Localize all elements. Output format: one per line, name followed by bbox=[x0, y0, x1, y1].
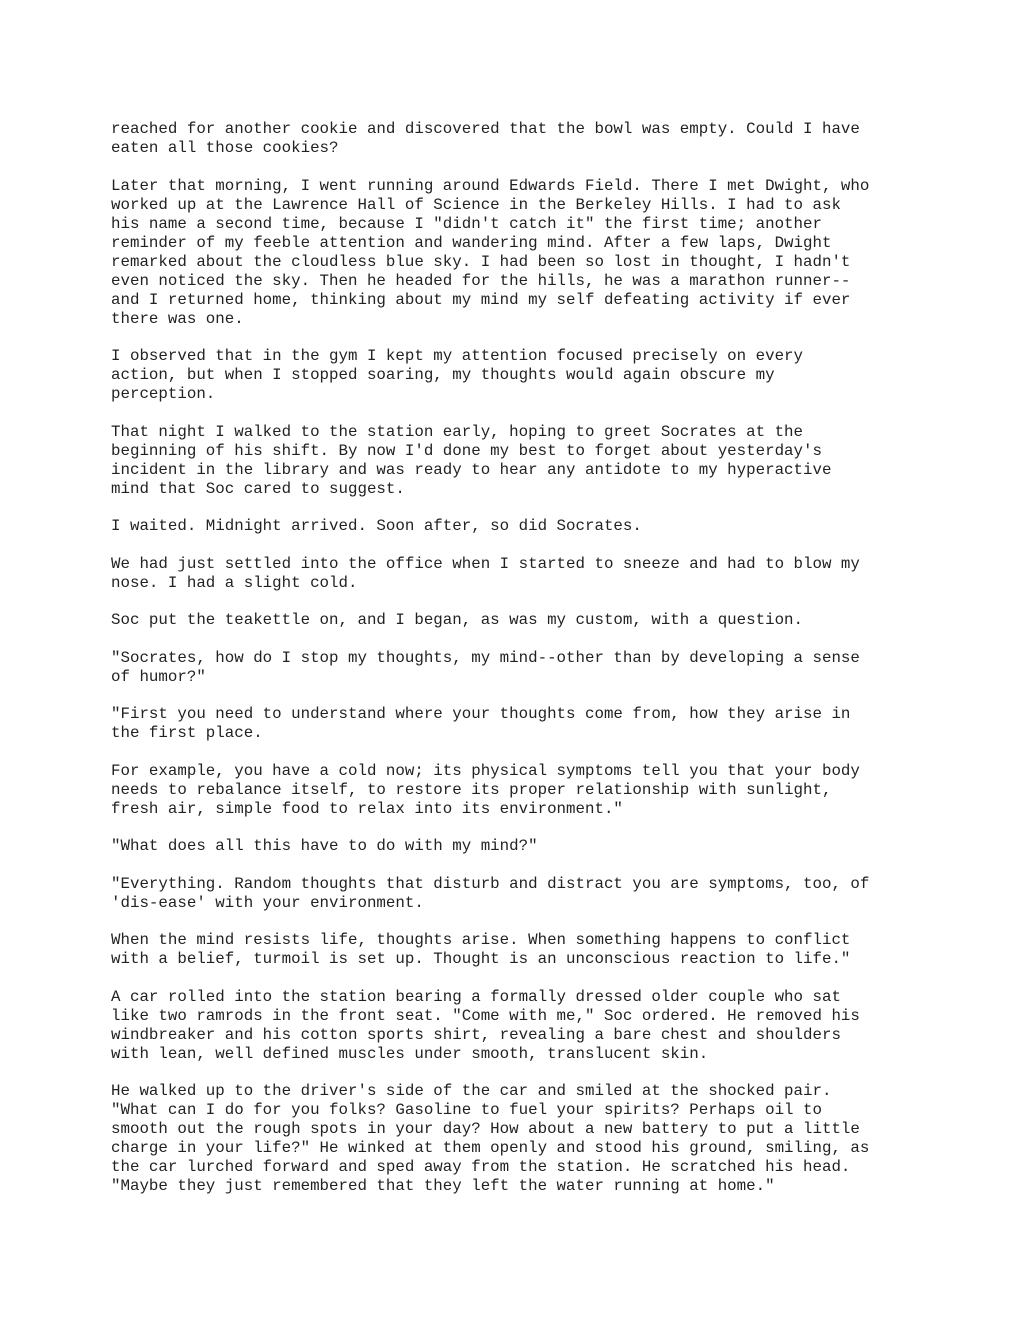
paragraph: He walked up to the driver's side of the car and smiled at the shocked pair. "What can I do for you folks? Gasoline to fuel your spirits? Perhaps oil to smooth out the rough spots in your day? How about a new battery to put a little charge in your life?" He winked at them openly and stood his ground, smiling, as the car lurched forward and sped away from the station. He scratched his head. "Maybe they just remembered that they left the water running at home." bbox=[111, 1082, 870, 1195]
paragraph: Later that morning, I went running around Edwards Field. There I met Dwight, who worked up at the Lawrence Hall of Science in the Berkeley Hills. I had to ask his name a second time, because I "didn't catch it" the first time; another reminder of my feeble attention and wandering mind. After a few laps, Dwight remarked about the cloudless blue sky. I had been so lost in thought, I hadn't even noticed the sky. Then he headed for the hills, he was a marathon runner-- and I returned home, thinking about my mind my self defeating activity if ever there was one. bbox=[111, 176, 870, 328]
paragraph: "What does all this have to do with my mind?" bbox=[111, 837, 538, 855]
paragraph: We had just settled into the office when I started to sneeze and had to blow my nose. I had a slight cold. bbox=[111, 554, 860, 592]
paragraph: That night I walked to the station early, hoping to greet Socrates at the beginning of his shift. By now I'd done my best to forget about yesterday's incident in the library and was ready to hear any antidote to my hyperactive mind that Soc cared to suggest. bbox=[111, 422, 832, 498]
paragraph: Soc put the teakettle on, and I began, as was my custom, with a question. bbox=[111, 611, 804, 629]
paragraph: For example, you have a cold now; its physical symptoms tell you that your body needs to rebalance itself, to restore its proper relationship with sunlight, fresh air, simple food to relax into its environment." bbox=[111, 761, 860, 818]
paragraph: "Everything. Random thoughts that disturb and distract you are symptoms, too, of 'dis-ease' with your environment. bbox=[111, 874, 870, 912]
paragraph: "Socrates, how do I stop my thoughts, my mind--other than by developing a sense of humor?" bbox=[111, 648, 860, 686]
paragraph: I observed that in the gym I kept my attention focused precisely on every action, but when I stopped soaring, my thoughts would again obscure my perception. bbox=[111, 347, 804, 403]
document-page bbox=[111, 120, 931, 1215]
paragraph: I waited. Midnight arrived. Soon after, so did Socrates. bbox=[111, 517, 642, 535]
paragraph: When the mind resists life, thoughts arise. When something happens to conflict with a belief, turmoil is set up. Thought is an unconscious reaction to life." bbox=[111, 931, 851, 968]
paragraph: reached for another cookie and discovered that the bowl was empty. Could I have eaten all those cookies? bbox=[111, 120, 860, 157]
paragraph: A car rolled into the station bearing a formally dressed older couple who sat like two ramrods in the front seat. "Come with me," Soc ordered. He removed his windbreaker and his cotton sports shirt, revealing a bare chest and shoulders with lean, well defined muscles under smooth, translucent skin. bbox=[111, 987, 860, 1063]
paragraph: "First you need to understand where your thoughts come from, how they arise in the first place. bbox=[111, 705, 851, 742]
